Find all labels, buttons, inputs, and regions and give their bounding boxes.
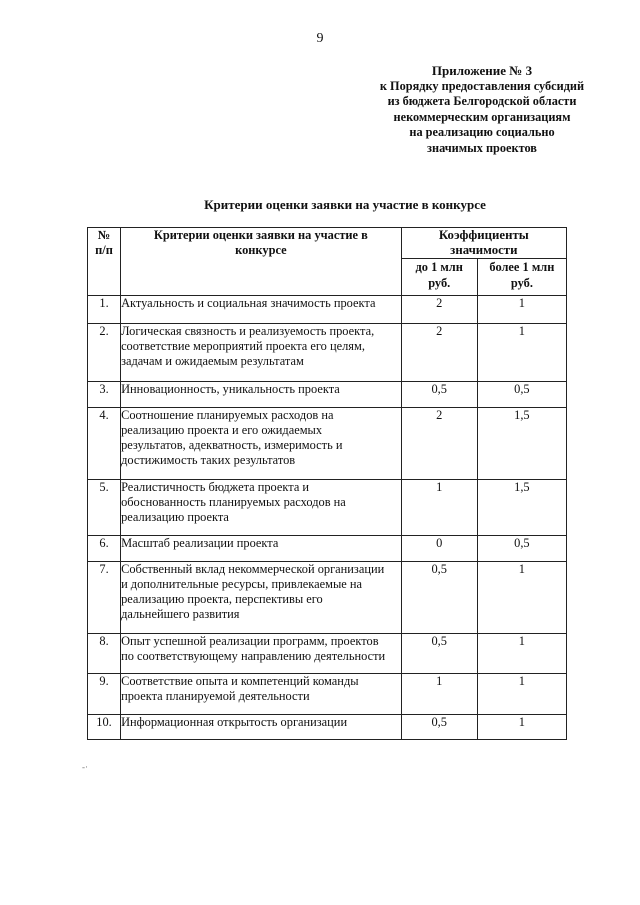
criterion-line: дальнейшего развития xyxy=(121,607,240,621)
criterion-line: Соотношение планируемых расходов на xyxy=(121,408,334,422)
row-criterion xyxy=(121,715,402,740)
table-row xyxy=(88,480,567,536)
header-coefficients-line: значимости xyxy=(450,243,518,257)
row-value-up-to-1mln: 0,5 xyxy=(401,715,477,740)
table-row xyxy=(88,562,567,634)
row-number: 6. xyxy=(88,536,121,562)
row-value-over-1mln: 1 xyxy=(477,634,566,674)
row-number: 2. xyxy=(88,324,121,382)
row-value-over-1mln: 1,5 xyxy=(477,480,566,536)
appendix-line: из бюджета Белгородской области xyxy=(387,94,577,108)
table-row xyxy=(88,715,567,740)
appendix-line: к Порядку предоставления субсидий xyxy=(379,78,585,93)
criteria-table-body xyxy=(88,296,567,740)
header-sub-line: до 1 млн xyxy=(415,260,463,274)
row-value-up-to-1mln: 2 xyxy=(401,296,477,324)
criterion-line: Информационная открытость организации xyxy=(121,715,348,729)
criterion-line: соответствие мероприятий проекта его целям, xyxy=(121,339,365,353)
header-num-line: № xyxy=(97,228,111,242)
row-criterion xyxy=(121,382,402,408)
row-criterion xyxy=(121,296,402,324)
table-row xyxy=(88,324,567,382)
appendix-line: значимых проектов xyxy=(427,140,537,155)
table-row xyxy=(88,382,567,408)
document-title: Критерии оценки заявки на участие в конкурсе xyxy=(204,197,486,212)
criterion-line: Логическая связность и реализуемость проекта, xyxy=(121,324,375,338)
row-value-up-to-1mln: 2 xyxy=(401,408,477,480)
criterion-line: Инновационность, уникальность проекта xyxy=(121,382,340,396)
criterion-line: проекта планируемой деятельности xyxy=(121,689,310,703)
header-up-to-1mln xyxy=(401,259,477,296)
appendix-line: на реализацию социально xyxy=(409,125,555,139)
criteria-table xyxy=(87,227,567,740)
criterion-line: и дополнительные ресурсы, привлекаемые на xyxy=(121,577,363,591)
row-value-up-to-1mln: 2 xyxy=(401,324,477,382)
row-value-over-1mln: 0,5 xyxy=(477,536,566,562)
criterion-line: достижимость таких результатов xyxy=(121,453,296,467)
header-num-line: п/п xyxy=(95,243,113,257)
header-over-1mln xyxy=(477,259,566,296)
header-sub-line: руб. xyxy=(510,276,533,290)
row-value-over-1mln: 1 xyxy=(477,562,566,634)
row-criterion xyxy=(121,674,402,715)
row-number: 9. xyxy=(88,674,121,715)
criterion-line: Реалистичность бюджета проекта и xyxy=(121,480,310,494)
criterion-line: Актуальность и социальная значимость проекта xyxy=(121,296,376,310)
row-number: 3. xyxy=(88,382,121,408)
table-row xyxy=(88,536,567,562)
row-value-up-to-1mln: 0,5 xyxy=(401,382,477,408)
table-row xyxy=(88,634,567,674)
header-num xyxy=(88,228,121,296)
header-sub-line: руб. xyxy=(428,276,451,290)
row-criterion xyxy=(121,324,402,382)
row-value-up-to-1mln: 0,5 xyxy=(401,562,477,634)
table-row xyxy=(88,296,567,324)
row-criterion xyxy=(121,480,402,536)
table-row xyxy=(88,408,567,480)
criterion-line: реализацию проекта и его ожидаемых xyxy=(121,423,323,437)
row-value-over-1mln: 1 xyxy=(477,715,566,740)
row-number: 7. xyxy=(88,562,121,634)
row-value-over-1mln: 1,5 xyxy=(477,408,566,480)
scan-speck-mark: -· xyxy=(82,762,88,772)
criterion-line: задачам и ожидаемым результатам xyxy=(121,354,304,368)
row-value-over-1mln: 0,5 xyxy=(477,382,566,408)
row-number: 4. xyxy=(88,408,121,480)
row-criterion xyxy=(121,536,402,562)
row-value-up-to-1mln: 1 xyxy=(401,480,477,536)
appendix-line: некоммерческим организациям xyxy=(393,109,571,124)
criterion-line: реализацию проекта xyxy=(121,510,229,524)
header-criterion-line: Критерии оценки заявки на участие в xyxy=(153,228,368,242)
criterion-line: Опыт успешной реализации программ, проектов xyxy=(121,634,379,648)
row-criterion xyxy=(121,408,402,480)
criterion-line: реализацию проекта, перспективы его xyxy=(121,592,323,606)
row-value-over-1mln: 1 xyxy=(477,296,566,324)
appendix-header xyxy=(356,63,608,156)
header-sub-line: более 1 млн xyxy=(489,260,555,274)
row-value-over-1mln: 1 xyxy=(477,674,566,715)
table-header-row xyxy=(88,228,567,259)
header-criterion xyxy=(121,228,402,296)
row-criterion xyxy=(121,562,402,634)
criterion-line: результатов, адекватность, измеримость и xyxy=(121,438,343,452)
row-number: 10. xyxy=(88,715,121,740)
row-value-up-to-1mln: 0 xyxy=(401,536,477,562)
criterion-line: Соответствие опыта и компетенций команды xyxy=(121,674,359,688)
header-coefficients xyxy=(401,228,566,259)
row-number: 5. xyxy=(88,480,121,536)
header-criterion-line: конкурсе xyxy=(235,243,287,257)
row-number: 1. xyxy=(88,296,121,324)
criterion-line: по соответствующему направлению деятельности xyxy=(121,649,386,663)
row-number: 8. xyxy=(88,634,121,674)
header-coefficients-line: Коэффициенты xyxy=(438,228,529,242)
criterion-line: Масштаб реализации проекта xyxy=(121,536,279,550)
criterion-line: Собственный вклад некоммерческой организации xyxy=(121,562,385,576)
appendix-title: Приложение № 3 xyxy=(431,63,533,78)
criterion-line: обоснованность планируемых расходов на xyxy=(121,495,346,509)
table-row xyxy=(88,674,567,715)
row-value-up-to-1mln: 0,5 xyxy=(401,634,477,674)
page-number: 9 xyxy=(316,31,324,46)
row-value-up-to-1mln: 1 xyxy=(401,674,477,715)
row-value-over-1mln: 1 xyxy=(477,324,566,382)
row-criterion xyxy=(121,634,402,674)
